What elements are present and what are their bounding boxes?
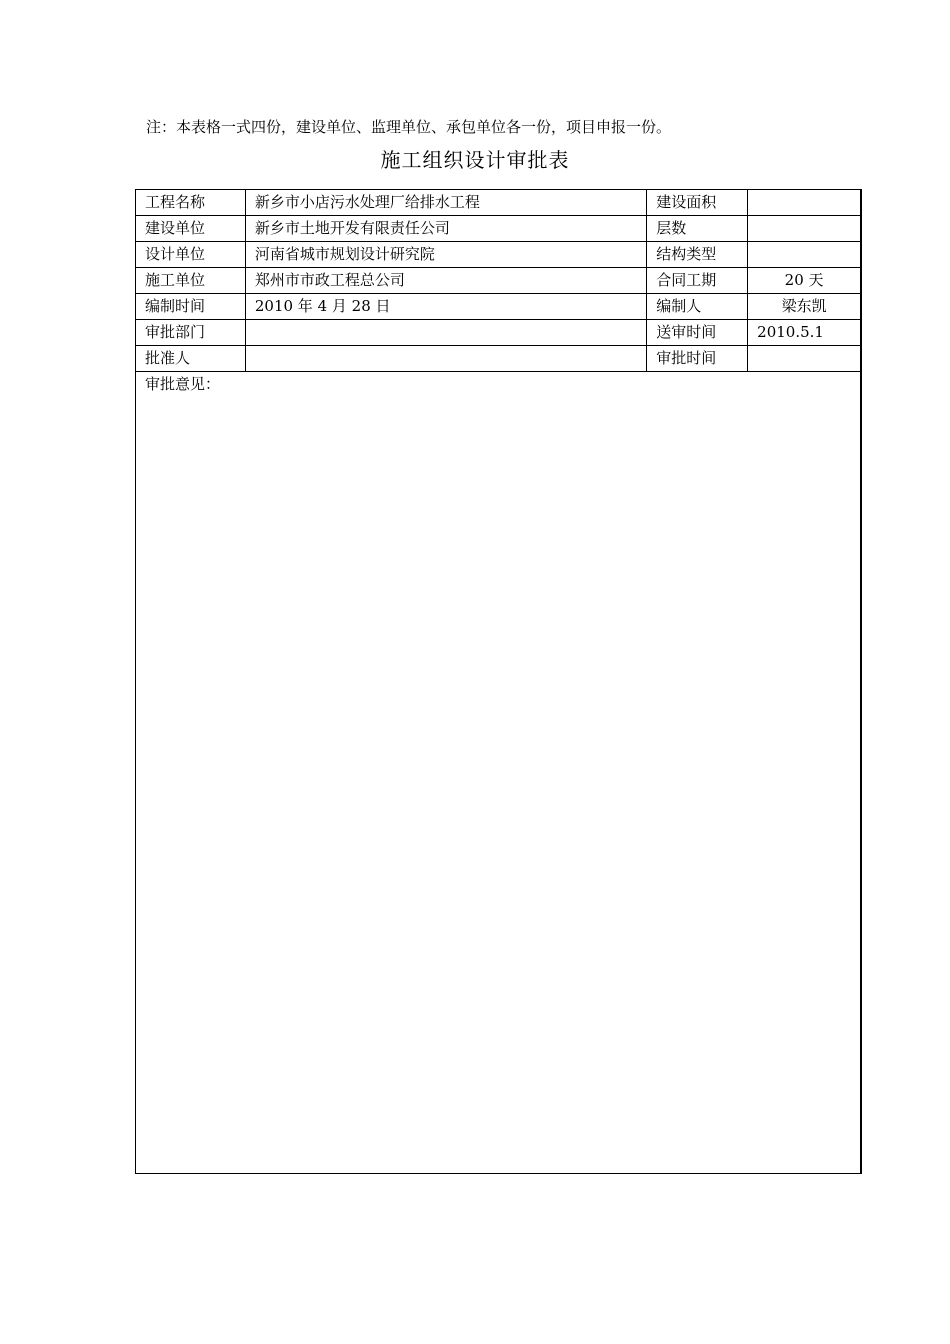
- approval-opinion-area: [136, 372, 860, 1173]
- table-row-contractor: [136, 268, 860, 294]
- approval-date-value: [748, 346, 860, 371]
- submit-date-label: 送审时间: [647, 320, 748, 345]
- form-note: 注：本表格一式四份，建设单位、监理单位、承包单位各一份，项目申报一份。: [146, 118, 672, 136]
- table-row-designer: [136, 242, 860, 268]
- prepared-date-value: 2010 年 4 月 28 日: [246, 294, 647, 319]
- build-area-label: 建设面积: [647, 190, 748, 215]
- table-row-approver: [136, 346, 860, 372]
- structure-type-label: 结构类型: [647, 242, 748, 267]
- preparer-label: 编制人: [647, 294, 748, 319]
- project-name-value: 新乡市小店污水处理厂给排水工程: [246, 190, 647, 215]
- approval-date-label: 审批时间: [647, 346, 748, 371]
- contractor-value: 郑州市市政工程总公司: [246, 268, 647, 293]
- approval-dept-value: [246, 320, 647, 345]
- structure-type-value: [748, 242, 860, 267]
- table-row-project-name: [136, 190, 860, 216]
- approval-table: [135, 189, 862, 1174]
- submit-date-value: 2010.5.1: [757, 323, 824, 341]
- owner-value: 新乡市土地开发有限责任公司: [246, 216, 647, 241]
- form-title: 施工组织设计审批表: [380, 148, 570, 172]
- table-row-prepared-date: [136, 294, 860, 320]
- table-row-owner: [136, 216, 860, 242]
- approval-dept-label: 审批部门: [136, 320, 246, 345]
- contract-period-label: 合同工期: [647, 268, 748, 293]
- floors-value: [748, 216, 860, 241]
- contract-period-value: 20 天: [784, 271, 824, 289]
- prepared-date-label: 编制时间: [136, 294, 246, 319]
- designer-value: 河南省城市规划设计研究院: [246, 242, 647, 267]
- approver-value: [246, 346, 647, 371]
- approval-opinion-label: 审批意见：: [145, 375, 221, 393]
- preparer-value: 梁东凯: [781, 297, 827, 315]
- approver-label: 批准人: [136, 346, 246, 371]
- floors-label: 层数: [647, 216, 748, 241]
- table-row-approval-dept: [136, 320, 860, 346]
- project-name-label: 工程名称: [136, 190, 246, 215]
- contractor-label: 施工单位: [136, 268, 246, 293]
- designer-label: 设计单位: [136, 242, 246, 267]
- build-area-value: [748, 190, 860, 215]
- owner-label: 建设单位: [136, 216, 246, 241]
